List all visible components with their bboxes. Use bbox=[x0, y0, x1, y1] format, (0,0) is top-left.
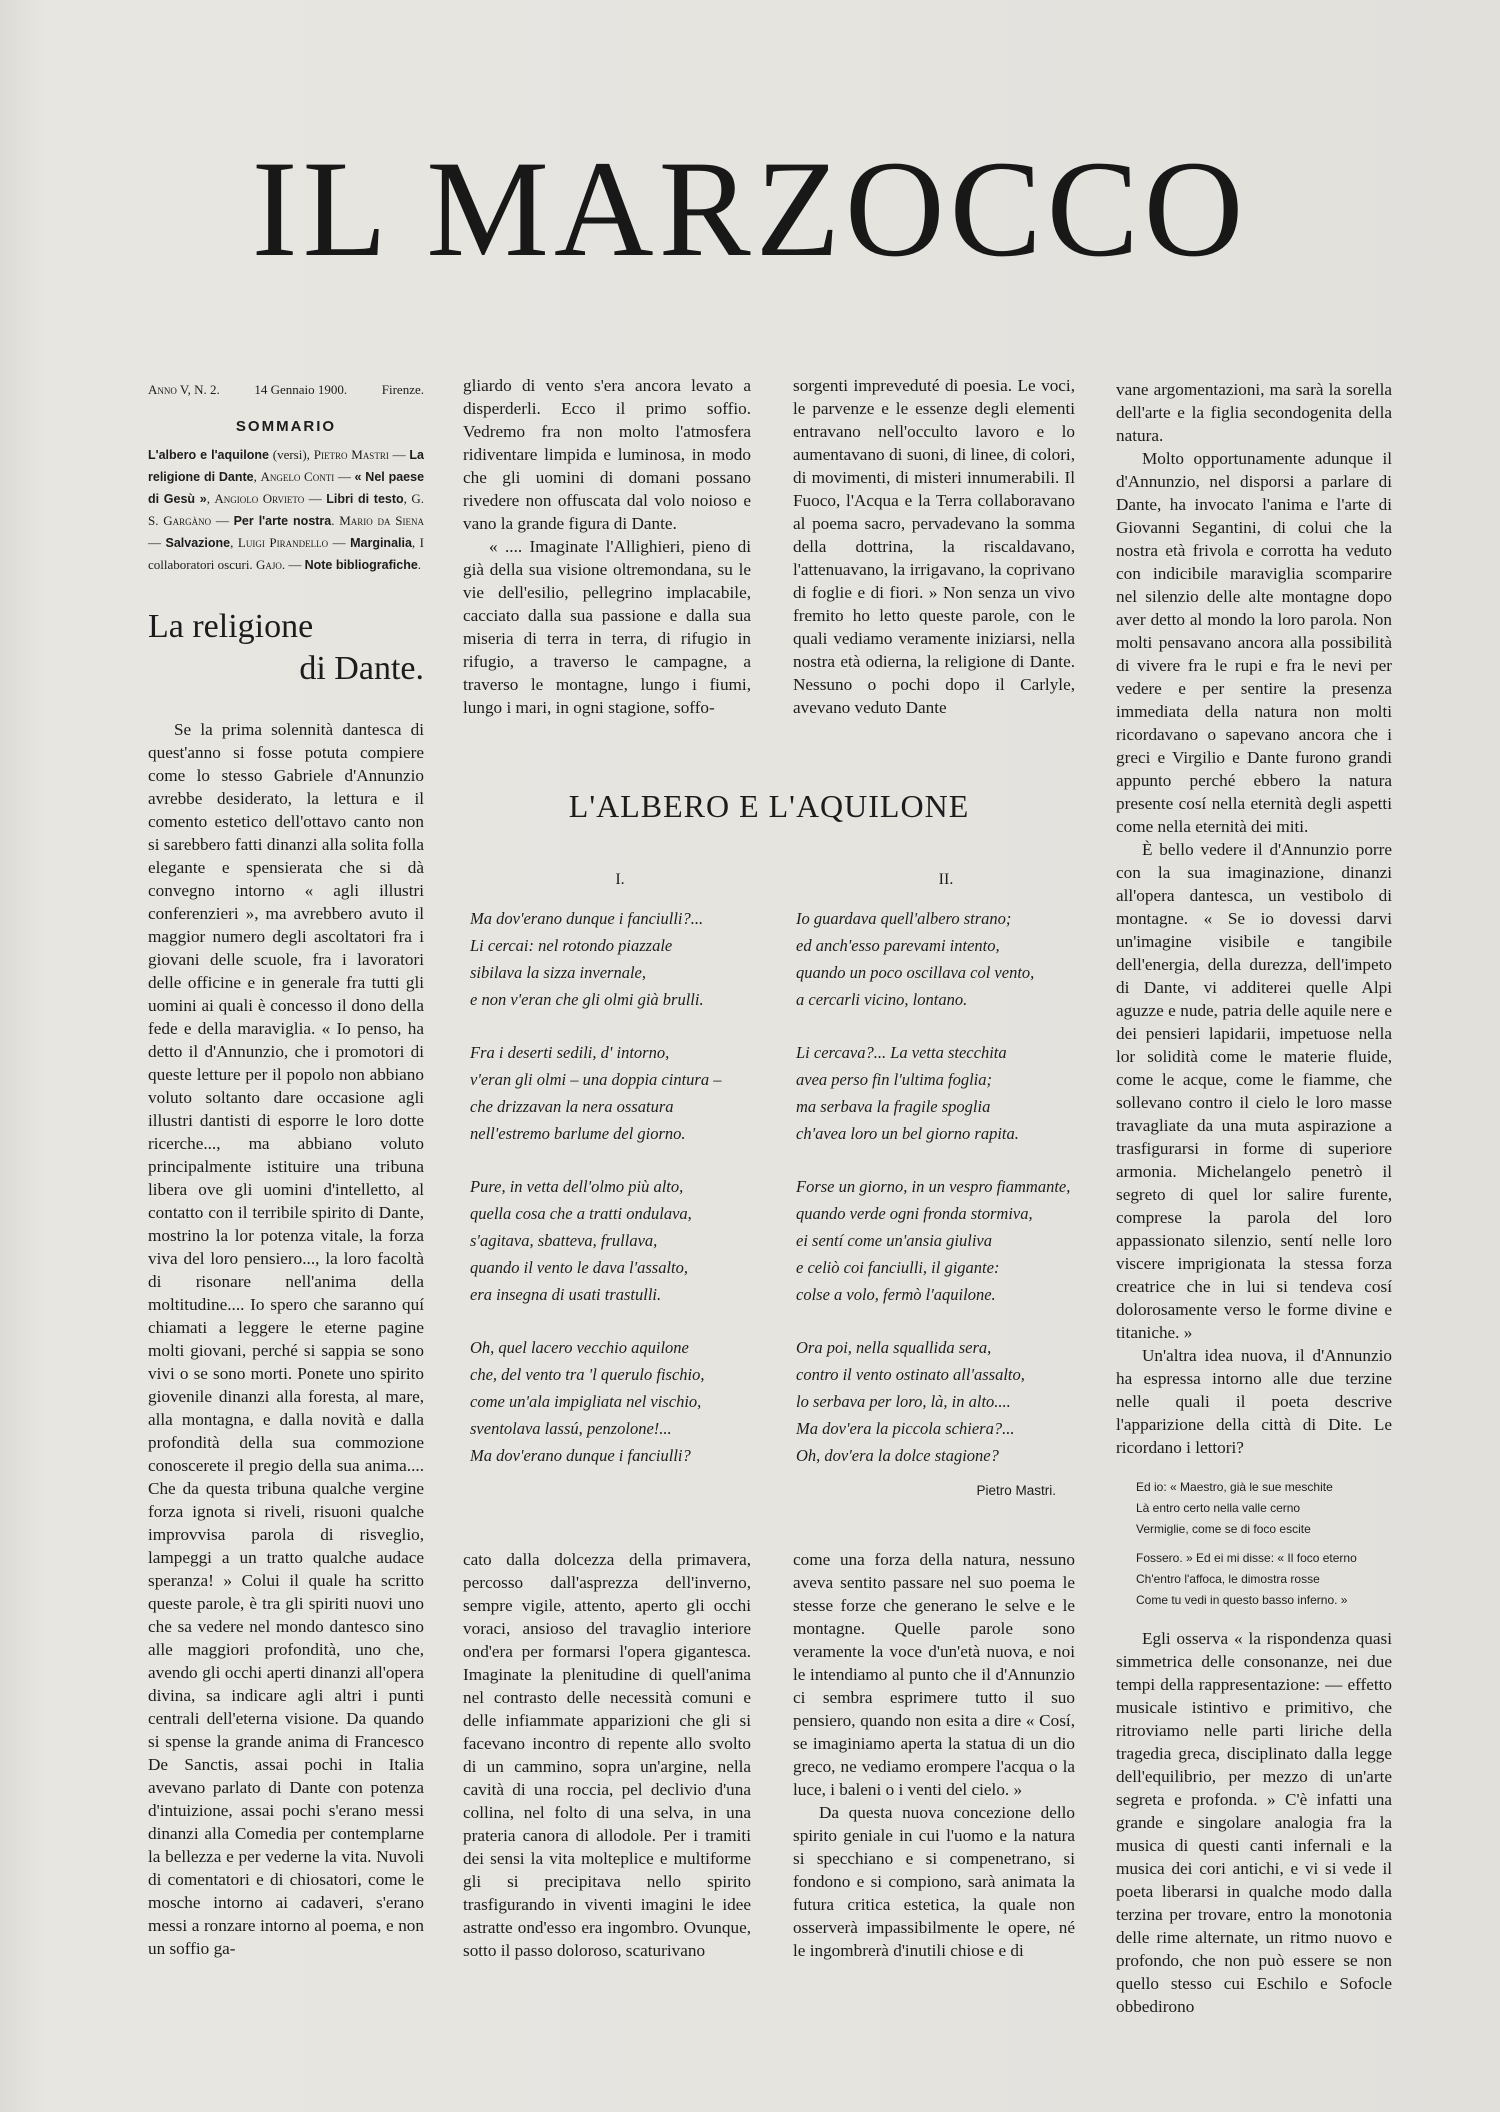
poem-line: a cercarli vicino, lontano. bbox=[796, 990, 968, 1009]
poem-stanza bbox=[470, 1173, 770, 1308]
poem-line: ed anch'esso parevami intento, bbox=[796, 936, 1000, 955]
quote-tercet bbox=[1136, 1548, 1392, 1611]
quote-line: Ch'entro l'affoca, le dimostra rosse bbox=[1136, 1572, 1320, 1586]
issue-date: 14 Gennaio 1900. bbox=[254, 382, 348, 397]
poem-stanza bbox=[796, 905, 1096, 1013]
poem-line: colse a volo, fermò l'aquilone. bbox=[796, 1285, 996, 1304]
poem-stanza bbox=[796, 1334, 1096, 1469]
quote-line: Fossero. » Ed ei mi disse: « Il foco eterno bbox=[1136, 1551, 1357, 1565]
summary-entry-author: Mario da Siena bbox=[339, 513, 425, 528]
poem-line: contro il vento ostinato all'assalto, bbox=[796, 1365, 1025, 1384]
summary-entry-title: Libri di testo bbox=[326, 492, 404, 506]
poem-line: Forse un giorno, in un vespro fiammante, bbox=[796, 1177, 1071, 1196]
quote-tercet bbox=[1136, 1477, 1392, 1540]
summary-entry-title: La religione di Dante bbox=[148, 448, 425, 484]
poem-line: che, del vento tra 'l querulo fischio, bbox=[470, 1365, 705, 1384]
summary-entry-title: « Nel paese di Gesù » bbox=[148, 470, 425, 506]
column-2-bottom bbox=[463, 1548, 751, 1962]
summary-entry-title: Per l'arte nostra bbox=[233, 514, 332, 528]
poem-line: avea perso fin l'ultima foglia; bbox=[796, 1070, 993, 1089]
poem-line: Io guardava quell'albero strano; bbox=[796, 909, 1012, 928]
summary-entry-note: , bbox=[403, 491, 412, 506]
poem-line: ch'avea loro un bel giorno rapita. bbox=[796, 1124, 1019, 1143]
poem-signature: Pietro Mastri. bbox=[976, 1483, 1056, 1498]
column-2-top bbox=[463, 374, 751, 719]
poem-title: L'ALBERO E L'AQUILONE bbox=[568, 788, 970, 824]
article-paragraph: Se la prima solennità dantesca di quest'anno si fosse potuta compiere come lo stesso Gabriele d'Annunzio avrebbe desiderato, la lettura e il comento estetico dell'ottavo canto non si sarebbero fatti dinanzi alla solita folla elegante e spensierata che si dà convegno intorno « agli illustri conferenzieri », ma avrebbero avuto il maggior numero degli ascoltatori fra i giovani delle scuole, fra i lavoratori delle officine e in generale fra tutti gli uomini ai quali è concesso il dono della fede e della maraviglia. « Io penso, ha detto il d'Annunzio, che i promotori di queste letture per il popolo non abbiano voluto soltanto dare occasione agli illustri dantisti di esporre le loro dotte ricerche..., ma abbiano voluto principalmente istituire una tribuna libera ove gli uomini d'intelletto, al contatto con il terribile spirito di Dante, mostrino la lor potenza vitale, la forza viva del loro pensiero..., la loro facoltà di risonare nell'anima della moltitudine.... Io spero che saranno quí chiamati a leggere le eterne pagine molti giovani, perché si sappia se sono vivi o se sono morti. Ponete uno spirito giovenile dinanzi alla foresta, al mare, alla montagna, e dalla novità e dalla profondità della sua commozione conoscerete il pregio della sua anima.... Che da questa tribuna qualche vergine forza ignota si riveli, risuoni qualche improvvisa parola di risveglio, lampeggi a un tratto qualche audace speranza! » Colui il quale ha scritto queste parole, è tra gli spiriti nuovi uno che sa vedere nel mondo dantesco sino alle maggiori profondità, uno che, avendo gli occhi aperti dinanzi all'opera divina, sa indicare agli altri i punti centrali dell'eterna visione. Da quando si spense la grande anima di Francesco De Sanctis, assai pochi in Italia avevano parlato di Dante con potenza d'intuizione, assai pochi s'erano messi dinanzi alla Comedia per contemplarne la bellezza e per vederne la vita. Nuvoli di comentatori e di chiosatori, come le mosche intorno ai cadaveri, s'erano messi a ronzare intorno al poema, e non un soffio ga- bbox=[148, 720, 424, 1958]
summary bbox=[148, 444, 424, 576]
summary-entry-separator: — bbox=[304, 491, 327, 506]
poem-line: quando un poco oscillava col vento, bbox=[796, 963, 1035, 982]
poem-line: sventolava lassú, penzolone!... bbox=[470, 1419, 672, 1438]
summary-entry-author: Gajo bbox=[255, 557, 282, 572]
poem-line: e celiò coi fanciulli, il gigante: bbox=[796, 1258, 1000, 1277]
poem-line: s'agitava, sbatteva, frullava, bbox=[470, 1231, 658, 1250]
issue-number: Anno V, N. 2. bbox=[148, 382, 220, 397]
poem-line: ma serbava la fragile spoglia bbox=[796, 1097, 991, 1116]
summary-entry-note: (versi), bbox=[268, 447, 314, 462]
summary-entry-note: , bbox=[206, 491, 215, 506]
poem-line: lo serbava per loro, là, in alto.... bbox=[796, 1392, 1011, 1411]
poem-line: Pure, in vetta dell'olmo più alto, bbox=[470, 1177, 684, 1196]
article-paragraph: gliardo di vento s'era ancora levato a disperderli. Ecco il primo soffio. Vedremo fra non molto l'atmosfera ridiventare limpida e luminosa, in modo che gli uomini di domani possano rivedere non offuscata dal volo noioso e vano la grande figura di Dante. bbox=[463, 376, 751, 533]
poem-line: Oh, quel lacero vecchio aquilone bbox=[470, 1338, 689, 1357]
quote-line: Ed io: « Maestro, già le sue meschite bbox=[1136, 1480, 1333, 1494]
column-3-bottom bbox=[793, 1548, 1075, 1962]
poem-stanza bbox=[796, 1173, 1096, 1308]
poem-line: era insegna di usati trastulli. bbox=[470, 1285, 662, 1304]
poem-stanzas bbox=[796, 905, 1096, 1469]
summary-entry-author: Pietro Mastri bbox=[313, 447, 389, 462]
summary-entry-author: Angiolo Orvieto bbox=[214, 491, 305, 506]
poem-line: Ma dov'era la piccola schiera?... bbox=[796, 1419, 1015, 1438]
poem-line: Ora poi, nella squallida sera, bbox=[796, 1338, 992, 1357]
quote-line: Come tu vedi in questo basso inferno. » bbox=[1136, 1593, 1348, 1607]
article-paragraph: Da questa nuova concezione dello spirito geniale in cui l'uomo e la natura si specchiano e si compenetrano, si fondono e si compiono, sarà animata la futura critica estetica, la quale non osserverà impassibilmente le opere, né le ingombrerà d'inutili chiose e di bbox=[793, 1803, 1075, 1960]
summary-entry-title: Marginalia bbox=[350, 536, 412, 550]
summary-entry-note: . bbox=[417, 557, 422, 572]
article-paragraph: sorgenti impreveduté di poesia. Le voci, le parvenze e le essenze degli elementi entravano nell'occulto lavoro e lo aumentavano di suoni, di linee, di colori, di movimenti, di misteri innumerabili. Il Fuoco, l'Acqua e la Terra collaboravano al poema sacro, pervadevano la somma della dottrina, la riscaldavano, l'attenuavano, la irrigavano, la coprivano di foglie e di fiori. » Non senza un vivo fremito ho letto queste parole, con le quali vediamo veramente iniziarsi, nella nostra età odierna, la religione di Dante. Nessuno o pochi dopo il Carlyle, avevano veduto Dante bbox=[793, 376, 1075, 717]
summary-entry-separator: — bbox=[334, 469, 355, 484]
column-1 bbox=[148, 378, 424, 1960]
summary-entry-title: L'albero e l'aquilone bbox=[148, 448, 269, 462]
summary-entry-separator: — bbox=[328, 535, 351, 550]
summary-entry-separator: — bbox=[388, 447, 410, 462]
poem-line: e non v'eran che gli olmi già brulli. bbox=[470, 990, 704, 1009]
poem-line: Ma dov'erano dunque i fanciulli? bbox=[470, 1446, 691, 1465]
poem-line: quella cosa che a tratti ondulava, bbox=[470, 1204, 692, 1223]
poem-line: quando il vento le dava l'assalto, bbox=[470, 1258, 689, 1277]
poem-stanza bbox=[470, 905, 770, 1013]
article-title-line-1: La religione bbox=[148, 608, 314, 645]
poem-line: quando verde ogni fronda stormiva, bbox=[796, 1204, 1033, 1223]
summary-entry-note: , I collaboratori oscuri. bbox=[148, 535, 425, 572]
article-paragraph: Molto opportunamente adunque il d'Annunzio, nel disporsi a parlare di Dante, ha invocato l'anima e l'arte di Giovanni Segantini, di colui che la nostra età frivola e corrotta ha veduto con indicibile maraviglia scomparire nel silenzio delle alte montagne dopo aver detto al mondo la loro parola. Non molti pensavano ancora alla possibilità di vivere fra le rupi e fra le nevi per vedere e per sentire la presenza immediata della natura non molti ricordavano o sapevano ancora che i greci e Virgilio e Dante furono grandi appunto perché ebbero la natura presente cosí nella eternità degli aspetti come nella eternità dei miti. bbox=[1116, 449, 1392, 836]
poem-line: come un'ala impigliata nel vischio, bbox=[470, 1392, 702, 1411]
summary-entry-separator: — bbox=[148, 535, 166, 550]
poem-line: Fra i deserti sedili, d' intorno, bbox=[470, 1043, 670, 1062]
article-title bbox=[148, 606, 424, 690]
article-paragraph: Egli osserva « la rispondenza quasi simmetrica delle consonanze, nei due tempi della rappresentazione: — effetto musicale istintivo e primitivo, che ritroviamo nelle parti liriche della tragedia greca, disciplinato dalla legge dell'equilibrio, per mezzo di un'arte segreta e profonda. » C'è infatti una grande e singolare analogia fra la musica di questi canti infernali e la musica dei cori antichi, e vi si vede il poeta liberarsi in qualche modo dalla terzina per trovare, entro la monotonia delle rime alternate, un ritmo nuovo e profondo, che non può essere se non quello stesso cui Eschilo e Sofocle obbedirono bbox=[1116, 1629, 1392, 2016]
column-4 bbox=[1116, 378, 1392, 2018]
article-paragraph: come una forza della natura, nessuno aveva sentito passare nel suo poema le stesse forze che generano le selve e le montagne. Quelle parole sono veramente la voce d'un'età nuova, e noi le intendiamo al punto che il d'Annunzio ci sembra esprimere tutto il suo pensiero, quando non esita a dire « Cosí, se imaginiamo aperta la statua di un dio greco, ne vediamo erompere l'acqua o la luce, i baleni o i venti del cielo. » bbox=[793, 1550, 1075, 1799]
summary-entry-title: Note bibliografiche bbox=[304, 558, 418, 572]
summary-entry-note: , bbox=[253, 469, 261, 484]
summary-entry-author: Angelo Conti bbox=[260, 469, 335, 484]
dante-quote bbox=[1136, 1477, 1392, 1611]
summary-entry-note: . bbox=[331, 513, 340, 528]
poem-line: sibilava la sizza invernale, bbox=[470, 963, 646, 982]
summary-entry-title: Salvazione bbox=[165, 536, 231, 550]
article-paragraph: È bello vedere il d'Annunzio porre con la sua imaginazione, dinanzi all'opera dantesca, un vestibolo di montagne. « Se io dovessi darvi un'imagine visibile e tangibile dell'energia, della durezza, dell'impeto di Dante, vi additerei quelle Alpi aguzze e nude, patria delle aquile nere e dei pensieri lapidarii, impetuose nella lor solidità come le materie fluide, come le acque, come le fiamme, che sollevano contro il cielo le loro masse travagliate da una muta aspirazione a trasfigurarsi in forme di superiore armonia. Michelangelo penetrò il segreto di quel lor salire furente, comprese la parola del loro appassionato silenzio, sentí nelle loro viscere imprigionata la stessa forza creatrice che in lui si tendeva cosí dolorosamente verso le forme divine e titaniche. » bbox=[1116, 840, 1392, 1342]
quote-line: Vermiglie, come se di foco escite bbox=[1136, 1522, 1311, 1536]
poem-stanzas bbox=[470, 905, 770, 1469]
poem-line: nell'estremo barlume del giorno. bbox=[470, 1124, 686, 1143]
poem-line: v'eran gli olmi – una doppia cintura – bbox=[470, 1070, 722, 1089]
summary-entry-separator: . — bbox=[281, 557, 305, 572]
poem-numeral: I. bbox=[615, 871, 625, 888]
summary-entry-author: G. S. Gargàno bbox=[148, 491, 425, 528]
issue-line bbox=[148, 378, 424, 401]
poem-numeral: II. bbox=[938, 871, 954, 888]
poem-line: ei sentí come un'ansia giuliva bbox=[796, 1231, 992, 1250]
quote-line: Là entro certo nella valle cerno bbox=[1136, 1501, 1301, 1515]
article-paragraph: Un'altra idea nuova, il d'Annunzio ha espressa intorno alle due terzine nelle quali il poeta descrive l'apparizione della città di Dite. Le ricordano i lettori? bbox=[1116, 1346, 1392, 1457]
article-paragraph: cato dalla dolcezza della primavera, percosso dall'asprezza dell'inverno, sempre vigile, attento, aperto gli occhi voraci, ansioso del travaglio interiore ond'era per formarsi l'opera gigantesca. Imaginate la plenitudine di quell'anima nel contrasto delle necessità comuni e delle infiammate apparizioni che gli si facevano incontro di repente allo svolto di un cammino, sopra un'argine, nella cavità di una roccia, pel declivio d'una collina, nel folto di una selva, in una prateria canora di allodole. Per i tramiti dei sensi la vita molteplice e multiforme gli si precipitava nello spirito trasfigurando in viventi imagini le idee astratte ond'esso era ingombro. Ovunque, sotto il passo doloroso, scaturivano bbox=[463, 1550, 751, 1960]
poem-stanza bbox=[796, 1039, 1096, 1147]
poem-line: Li cercava?... La vetta stecchita bbox=[796, 1043, 1007, 1062]
summary-entry-author: Luigi Pirandello bbox=[237, 535, 329, 550]
poem-line: Oh, dov'era la dolce stagione? bbox=[796, 1446, 999, 1465]
poem-line: Ma dov'erano dunque i fanciulli?... bbox=[470, 909, 704, 928]
article-paragraph: vane argomentazioni, ma sarà la sorella dell'arte e la figlia secondogenita della natura. bbox=[1116, 380, 1392, 445]
poem-line: che drizzavan la nera ossatura bbox=[470, 1097, 674, 1116]
poem-part-2 bbox=[796, 866, 1096, 1504]
poem-line: Li cercai: nel rotondo piazzale bbox=[470, 936, 673, 955]
article-paragraph: « .... Imaginate l'Allighieri, pieno di già della sua visione oltremondana, su le vie dell'esilio, pellegrino implacabile, cacciato dalla sua passione e dalla sua miseria di terra in terra, di rifugio in rifugio, a traverso le campagne, a traverso le montagne, lungo i fiumi, lungo i mari, in ogni stagione, soffo- bbox=[463, 537, 751, 717]
poem-stanza bbox=[470, 1334, 770, 1469]
poem-stanza bbox=[470, 1039, 770, 1147]
summary-entry-separator: — bbox=[211, 513, 234, 528]
article-title-line-2: di Dante. bbox=[299, 650, 424, 687]
summary-entry-note: , bbox=[230, 535, 238, 550]
column-3-top bbox=[793, 374, 1075, 719]
issue-place: Firenze. bbox=[381, 382, 424, 397]
summary-title: SOMMARIO bbox=[235, 418, 337, 435]
poem-part-1 bbox=[470, 866, 770, 1495]
masthead: IL MARZOCCO bbox=[251, 132, 1249, 285]
